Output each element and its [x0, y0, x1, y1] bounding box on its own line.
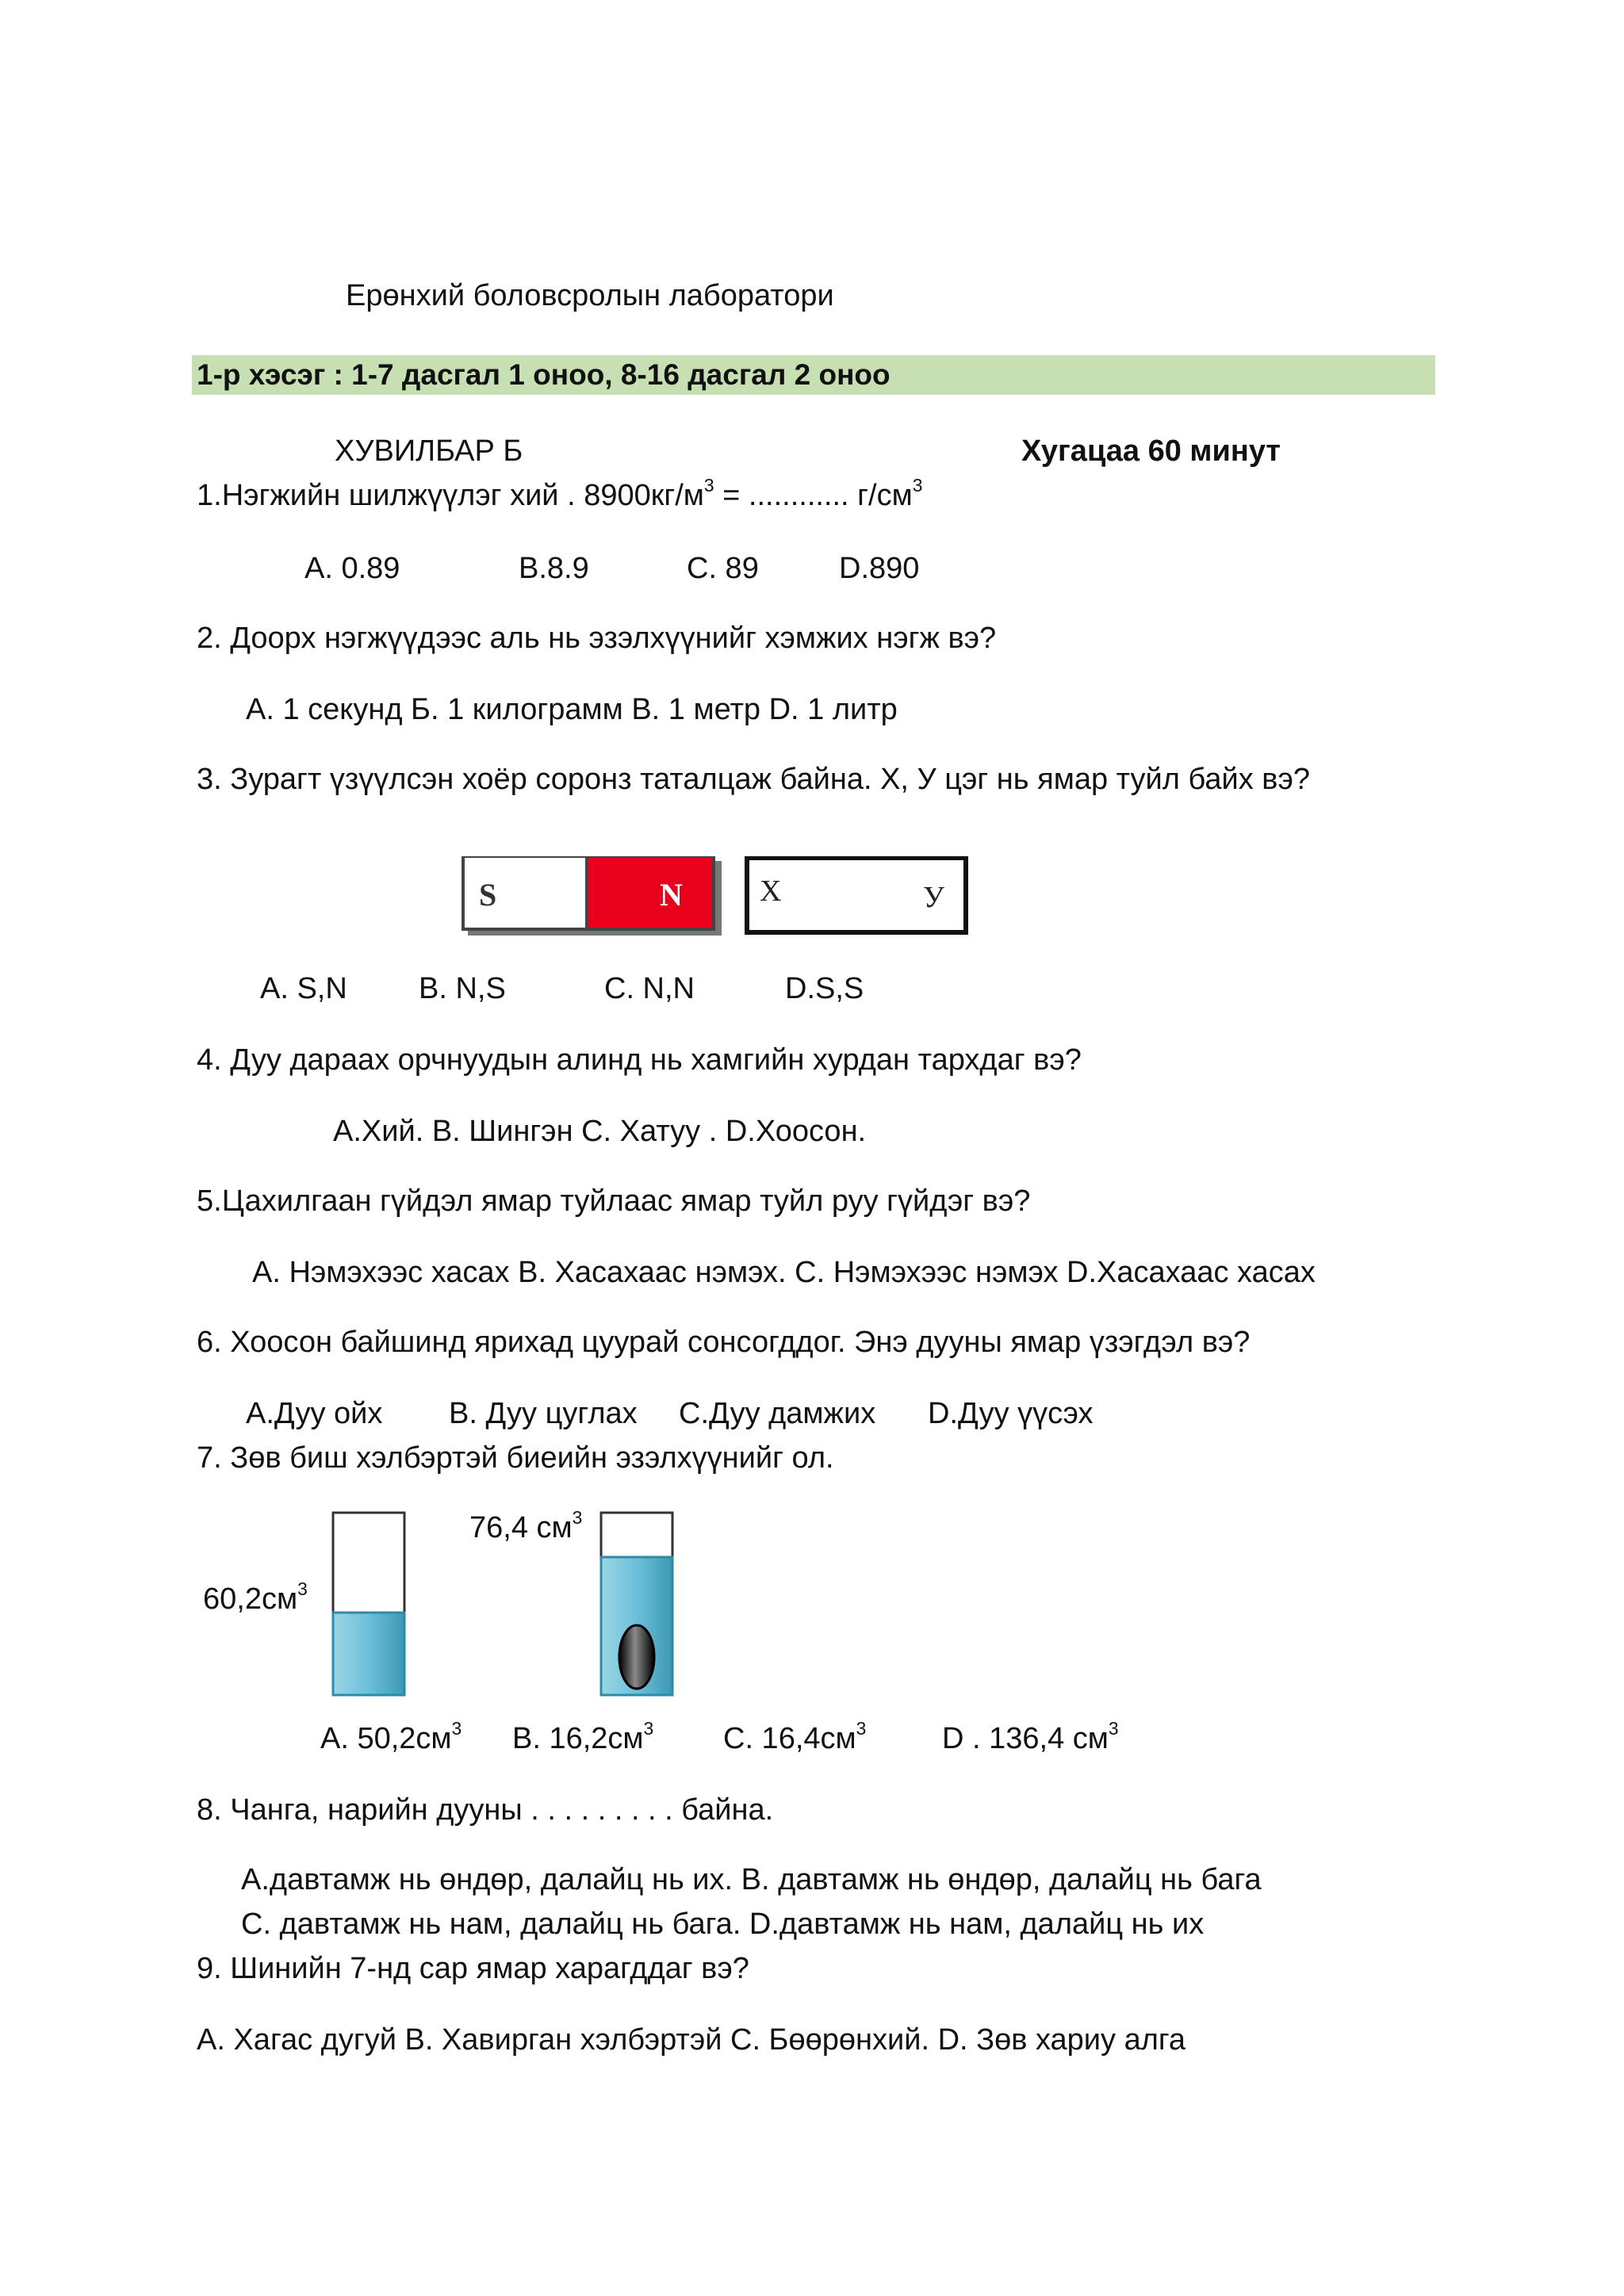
cylinder-left-water — [333, 1613, 404, 1695]
q7-option-b-text: B. 16,2см — [512, 1722, 644, 1755]
q1-text-a: 1.Нэгжийн шилжүүлэг хий . 8900кг/м — [197, 479, 704, 512]
stone-object — [619, 1625, 654, 1689]
cylinder-right-value: 76,4 см — [469, 1511, 573, 1544]
variant-label: ХУВИЛБАР Б — [335, 434, 523, 468]
cylinder-left-value: 60,2см — [203, 1582, 298, 1616]
q1-option-d: D.890 — [839, 552, 920, 585]
q1-option-b: B.8.9 — [519, 552, 589, 585]
q3-text: 3. Зурагт үзүүлсэн хоёр соронз таталцаж байна. Х, У цэг нь ямар туйл байх вэ? — [197, 763, 1310, 796]
q4-text: 4. Дуу дараах орчнуудын алинд нь хамгийн хурдан тархдаг вэ? — [197, 1043, 1082, 1077]
q7-option-c-sup: 3 — [856, 1717, 867, 1739]
q8-text: 8. Чанга, нарийн дууны . . . . . . . . . байна. — [197, 1793, 774, 1827]
q7-option-c-text: C. 16,4см — [723, 1722, 856, 1755]
q1-sup-a: 3 — [703, 474, 714, 496]
section-label: 1-р хэсэг : 1-7 дасгал 1 оноо, 8-16 дасгал 2 оноо — [197, 358, 891, 391]
magnet-diagram-svg — [460, 856, 975, 943]
q2-options: A. 1 секунд Б. 1 килограмм В. 1 метр D. 1 литр — [246, 693, 898, 726]
q7-option-a — [320, 1717, 462, 1757]
q1-sup-b: 3 — [912, 474, 923, 496]
q7-text: 7. Зөв биш хэлбэртэй биеийн эзэлхүүнийг ол. — [197, 1441, 834, 1475]
q6-option-c: C.Дуу дамжих — [679, 1397, 876, 1430]
q3-option-c: C. N,N — [604, 972, 695, 1005]
q5-options: A. Нэмэхээс хасах B. Хасахаас нэмэх. C. Нэмэхээс нэмэх D.Хасахаас хасах — [252, 1256, 1316, 1289]
q7-option-a-sup: 3 — [451, 1717, 462, 1739]
q7-option-c — [723, 1717, 867, 1757]
q3-option-b: B. N,S — [419, 972, 506, 1005]
section-band — [192, 355, 1435, 395]
q1-text — [197, 474, 923, 514]
q5-text: 5.Цахилгаан гүйдэл ямар туйлаас ямар туйл руу гүйдэг вэ? — [197, 1184, 1031, 1218]
q7-option-b — [512, 1717, 654, 1757]
q2-text: 2. Доорх нэгжүүдээс аль нь эзэлхүүнийг хэмжих нэгж вэ? — [197, 622, 997, 655]
time-label: Хугацаа 60 минут — [1021, 434, 1281, 468]
q4-options: A.Хий. B. Шингэн C. Хатуу . D.Хоосон. — [333, 1115, 867, 1148]
q9-text: 9. Шинийн 7-нд сар ямар харагддаг вэ? — [197, 1952, 749, 1985]
magnet-south-label: S — [479, 877, 497, 913]
q1-option-c: C. 89 — [687, 552, 759, 585]
q6-option-d: D.Дуу үүсэх — [928, 1397, 1094, 1430]
q6-text: 6. Хоосон байшинд ярихад цуурай сонсогддог. Энэ дууны ямар үзэгдэл вэ? — [197, 1326, 1251, 1359]
magnet-diagram — [460, 856, 975, 943]
q7-option-d-sup: 3 — [1108, 1717, 1119, 1739]
q6-option-a: A.Дуу ойх — [246, 1397, 383, 1430]
magnet-north — [587, 856, 714, 929]
q1-text-b: = ............ г/см — [714, 479, 913, 512]
cylinder-diagram — [330, 1510, 687, 1700]
q6-option-b: B. Дуу цуглах — [449, 1397, 638, 1430]
cylinder-left-sup: 3 — [297, 1578, 308, 1599]
q7-option-a-text: A. 50,2см — [320, 1722, 452, 1755]
q7-option-b-sup: 3 — [643, 1717, 654, 1739]
lab-title: Ерөнхий боловсролын лаборатори — [346, 279, 834, 312]
q3-option-d: D.S,S — [785, 972, 864, 1005]
box-y-label: У — [923, 881, 944, 914]
q7-option-d — [942, 1717, 1119, 1757]
q3-option-a: A. S,N — [260, 972, 347, 1005]
cylinder-right-sup: 3 — [572, 1506, 583, 1528]
q9-options: A. Хагас дугуй B. Хавирган хэлбэртэй C. Бөөрөнхий. D. Зөв хариу алга — [197, 2023, 1186, 2057]
q8-options-line2: C. давтамж нь нам, далайц нь бага. D.давтамж нь нам, далайц нь их — [241, 1908, 1205, 1941]
magnet-north-label: N — [660, 877, 683, 913]
q7-option-d-text: D . 136,4 см — [942, 1722, 1109, 1755]
cylinder-left-label — [203, 1578, 308, 1617]
cylinder-diagram-svg — [330, 1510, 687, 1700]
box-x-label: X — [760, 874, 782, 908]
q1-option-a: A. 0.89 — [304, 552, 400, 585]
q8-options-line1: A.давтамж нь өндөр, далайц нь их. B. давтамж нь өндөр, далайц нь бага — [241, 1863, 1262, 1896]
